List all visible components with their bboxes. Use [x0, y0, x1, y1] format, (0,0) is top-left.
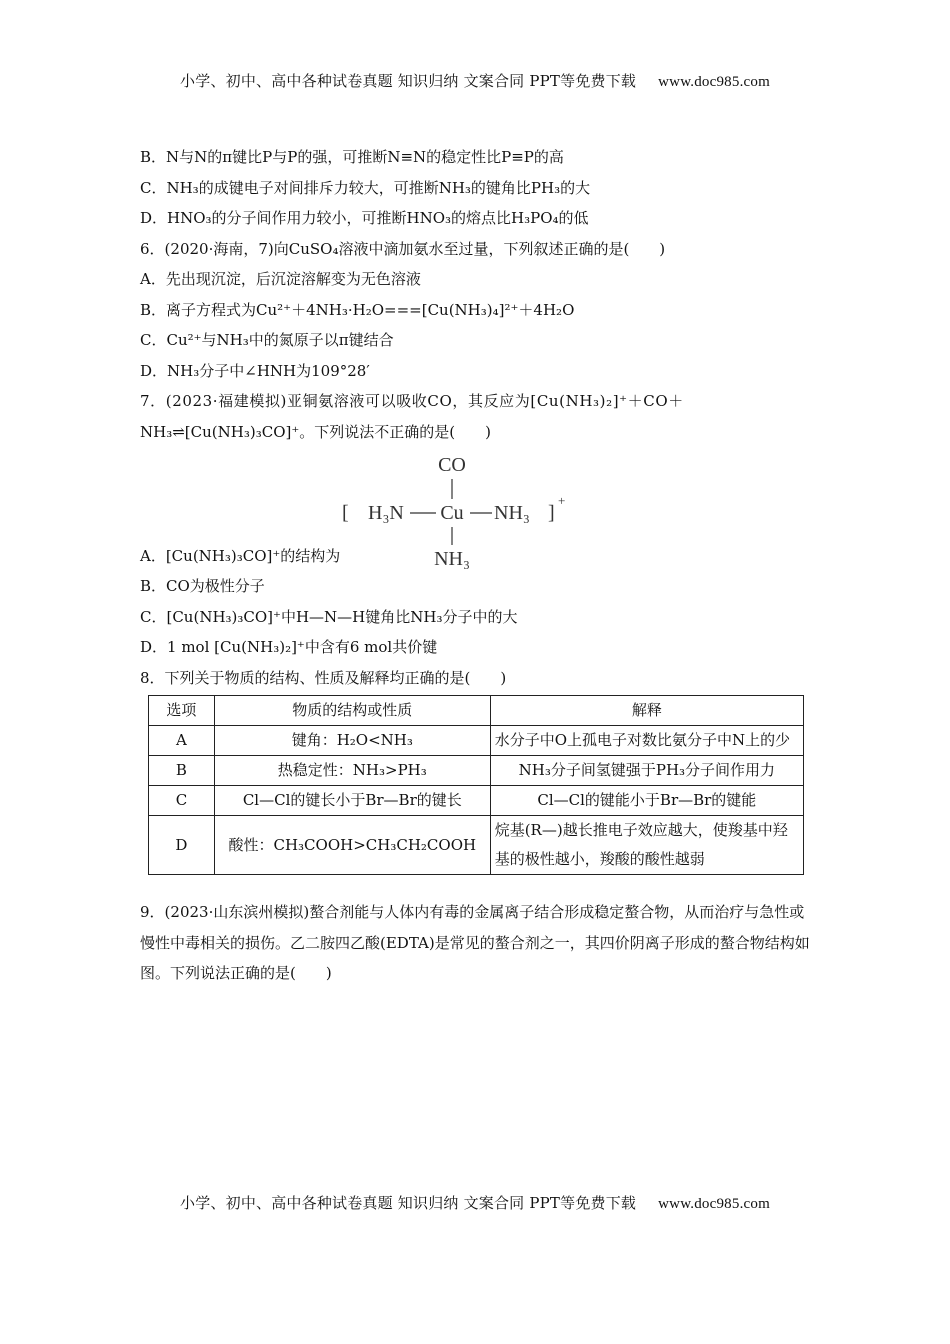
q6-option-c: C．Cu²⁺与NH₃中的氮原子以π键结合 [140, 331, 394, 349]
table-row [149, 816, 804, 875]
table-cell-property: 酸性：CH₃COOH>CH₃CH₂COOH [214, 816, 490, 875]
table-row [149, 756, 804, 786]
q7-stem-line1: 7．(2023·福建模拟)亚铜氨溶液可以吸收CO，其反应为[Cu(NH₃)₂]⁺＋CO＋ [140, 392, 684, 410]
q7-structure-row [140, 447, 812, 571]
table-cell-option: D [149, 816, 215, 875]
q7-option-b: B．CO为极性分子 [140, 577, 265, 595]
page-footer [0, 1192, 950, 1213]
q7-option-c: C．[Cu(NH₃)₃CO]⁺中H—N—H键角比NH₃分子中的大 [140, 607, 518, 626]
q6-option-d: D．NH₃分子中∠HNH为109°28′ [140, 361, 370, 380]
q6-stem: 6．(2020·海南，7)向CuSO₄溶液中滴加氨水至过量，下列叙述正确的是( ) [140, 239, 666, 258]
q5-option-c: C．NH₃的成键电子对间排斥力较大，可推断NH₃的键角比PH₃的大 [140, 178, 591, 197]
page-content [140, 142, 812, 989]
q6-option-a: A．先出现沉淀，后沉淀溶解变为无色溶液 [140, 270, 421, 288]
table-cell-property: Cl—Cl的键长小于Br—Br的键长 [214, 786, 490, 816]
header-text: 小学、初中、高中各种试卷真题 知识归纳 文案合同 PPT等免费下载 [180, 72, 637, 90]
page-header [0, 70, 950, 91]
table-cell-property: 热稳定性：NH₃>PH₃ [214, 756, 490, 786]
table-cell-property: 键角：H₂O<NH₃ [214, 726, 490, 756]
table-header-row [149, 696, 804, 726]
q5-option-d: D．HNO₃的分子间作用力较小，可推断HNO₃的熔点比H₃PO₄的低 [140, 209, 589, 227]
header-url[interactable]: www.doc985.com [658, 74, 770, 90]
struct-bracket-right: ] [548, 502, 555, 524]
table-cell-option: C [149, 786, 215, 816]
struct-right-nh3: NH₃ [494, 502, 530, 524]
footer-text: 小学、初中、高中各种试卷真题 知识归纳 文案合同 PPT等免费下载 [180, 1194, 637, 1212]
table-cell-option: A [149, 726, 215, 756]
q7-option-d: D．1 mol [Cu(NH₃)₂]⁺中含有6 mol共价键 [140, 638, 438, 656]
table-header-cell: 解释 [490, 696, 803, 726]
table-row [149, 726, 804, 756]
struct-bottom-nh3: NH₃ [434, 548, 470, 570]
q9-stem: 9．(2023·山东滨州模拟)螯合剂能与人体内有毒的金属离子结合形成稳定螯合物，从而治疗与急性或慢性中毒相关的损伤。乙二胺四乙酸(EDTA)是常见的螯合剂之一，其四价阴离子形成的螯合物结构如图。下列说法正确的是( ) [140, 903, 810, 982]
table-cell-explanation: NH₃分子间氢键强于PH₃分子间作用力 [490, 756, 803, 786]
table-cell-explanation: 烷基(R—)越长推电子效应越大，使羧基中羟基的极性越小，羧酸的酸性越弱 [490, 816, 803, 875]
struct-bracket-left: [ [342, 502, 349, 524]
q7-stem-line2: NH₃⇌[Cu(NH₃)₃CO]⁺。下列说法不正确的是( ) [140, 422, 491, 441]
table-cell-explanation: Cl—Cl的键能小于Br—Br的键能 [490, 786, 803, 816]
q8-table [148, 695, 804, 875]
footer-url[interactable]: www.doc985.com [658, 1196, 770, 1212]
table-cell-option: B [149, 756, 215, 786]
table-cell-explanation: 水分子中O上孤电子对数比氨分子中N上的少 [490, 726, 803, 756]
struct-center-cu: Cu [440, 502, 464, 524]
q6-option-b: B．离子方程式为Cu²⁺＋4NH₃·H₂O===[Cu(NH₃)₄]²⁺＋4H₂O [140, 300, 575, 319]
q5-option-b: B．N与N的π键比P与P的强，可推断N≡N的稳定性比P≡P的高 [140, 148, 564, 166]
table-row [149, 786, 804, 816]
table-header-cell: 物质的结构或性质 [214, 696, 490, 726]
q8-stem: 8．下列关于物质的结构、性质及解释均正确的是( ) [140, 668, 507, 687]
struct-top-co: CO [438, 454, 466, 476]
struct-charge: + [558, 493, 566, 508]
table-header-cell: 选项 [149, 696, 215, 726]
struct-left-nh3: H₃N [368, 502, 404, 524]
complex-structure-diagram [340, 447, 580, 571]
q7-option-a: A．[Cu(NH₃)₃CO]⁺的结构为 [140, 547, 341, 565]
